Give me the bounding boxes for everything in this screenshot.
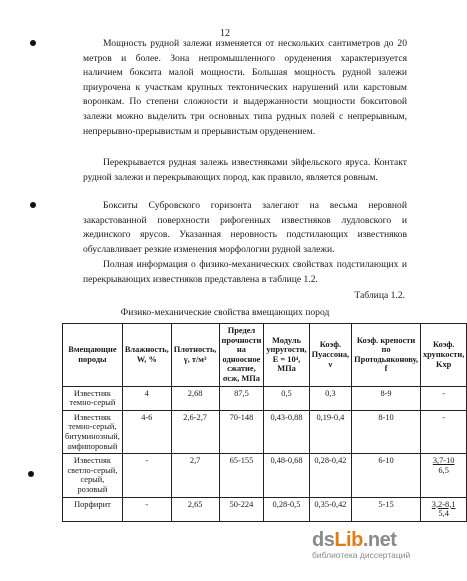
paragraph-2: Перекрывается рудная залежь известняками эйфельского яруса. Контакт рудной залежи и перекрывающих пород, как правило, является ровным. <box>83 157 407 183</box>
cell-poisson: 0,35-0,42 <box>309 497 352 521</box>
cell-moisture: - <box>122 497 171 521</box>
cell-density: 2,7 <box>171 454 219 497</box>
header-poisson: Коэф. Пуассона, ν <box>309 324 352 387</box>
header-density: Плотность, γ, т/м³ <box>171 324 219 387</box>
cell-moisture: 4 <box>122 386 171 410</box>
page-number: 12 <box>220 28 230 39</box>
binding-hole-bottom <box>28 471 34 477</box>
cell-strength: 50-224 <box>219 497 264 521</box>
cell-density: 2,65 <box>171 497 219 521</box>
brittleness-mean: 6,5 <box>438 465 449 475</box>
brittleness-mean: 5,4 <box>438 509 449 519</box>
cell-brittleness <box>420 497 466 521</box>
watermark-logo-c: .net <box>362 529 397 551</box>
header-brittleness: Коэф. хрупкости, Kхр <box>420 324 466 387</box>
watermark-subtitle: библиотека диссертаций <box>312 550 411 560</box>
watermark-logo-text <box>312 529 430 552</box>
paragraph-1: Мощность рудной залежи изменяется от нескольких сантиметров до 20 метров и более. Зона непромышленного оруденения характеризуется наличием боксита малой мощности. Большая мощность рудной залежи приурочена к участкам крупных тектонических нарушений или карстовым воронкам. По степени сложности и выдержанности мощности бокситовой залежи можно выделить три основных типа рудных полей с непрерывным, непрерывно-прерывистым и прерывистым оруденением. <box>83 38 407 137</box>
watermark-logo-a: ds <box>312 529 335 551</box>
cell-strength: 70-148 <box>219 410 264 453</box>
cell-rock: Известняк темно-серый, битуминозный, амфипоровый <box>63 410 123 453</box>
table-row <box>63 497 467 521</box>
cell-strength: 65-155 <box>219 454 264 497</box>
table-title: Физико-механические свойства вмещающих пород <box>120 307 330 318</box>
cell-strength: 87,5 <box>219 386 264 410</box>
table-header-row <box>63 324 467 387</box>
brittleness-range: 3,7-10 <box>432 456 455 466</box>
paragraph-4: Полная информация о физико-механических свойствах подстилающих и перекрывающих известняков представлена в таблице 1.2. <box>83 259 407 285</box>
cell-modulus: 0,43-0,88 <box>264 410 309 453</box>
cell-poisson: 0,28-0,42 <box>309 454 352 497</box>
binding-hole-middle <box>30 202 36 208</box>
table-row <box>63 410 467 453</box>
header-moisture: Влажность, W, % <box>122 324 171 387</box>
paragraph-3: Бокситы Субровского горизонта залегают на весьма неровной закарстованной поверхности рифогенных известняков лудловского и жединского ярусов. Указанная неровность подстилающих известняков обуславливает резкие изменения морфологии рудной залежи. <box>83 200 407 255</box>
cell-brittleness <box>420 454 466 497</box>
header-rock: Вмещающие породы <box>63 324 123 387</box>
header-hardness: Коэф. крепости по Протодьяконову, f <box>352 324 421 387</box>
cell-density: 2,6-2,7 <box>171 410 219 453</box>
cell-rock: Порфирит <box>63 497 123 521</box>
cell-moisture: - <box>122 454 171 497</box>
cell-hardness: 6-10 <box>352 454 421 497</box>
watermark-logo-b: Lib <box>334 529 363 551</box>
cell-poisson: 0,3 <box>309 386 352 410</box>
header-strength: Предел прочности на одноосное сжатие, σсж, МПа <box>219 324 264 387</box>
cell-modulus: 0,48-0,68 <box>264 454 309 497</box>
cell-rock: Известняк темно-серый <box>63 386 123 410</box>
cell-poisson: 0,19-0,4 <box>309 410 352 453</box>
cell-brittleness: - <box>420 386 466 410</box>
properties-table <box>62 323 467 522</box>
binding-hole-top <box>30 40 36 46</box>
cell-moisture: 4-6 <box>122 410 171 453</box>
cell-modulus: 0,5 <box>264 386 309 410</box>
cell-density: 2,68 <box>171 386 219 410</box>
cell-hardness: 8-9 <box>352 386 421 410</box>
cell-modulus: 0,28-0,5 <box>264 497 309 521</box>
cell-hardness: 5-15 <box>352 497 421 521</box>
cell-hardness: 8-10 <box>352 410 421 453</box>
header-modulus: Модуль упругости, E = 10⁴, МПа <box>264 324 309 387</box>
table-row <box>63 454 467 497</box>
brittleness-range: 3,2-8,1 <box>431 499 456 509</box>
table-label: Таблица 1.2. <box>354 290 405 301</box>
table-row <box>63 386 467 410</box>
cell-rock: Известняк светло-серый, серый, розовый <box>63 454 123 497</box>
watermark-logo <box>312 529 430 571</box>
cell-brittleness: - <box>420 410 466 453</box>
